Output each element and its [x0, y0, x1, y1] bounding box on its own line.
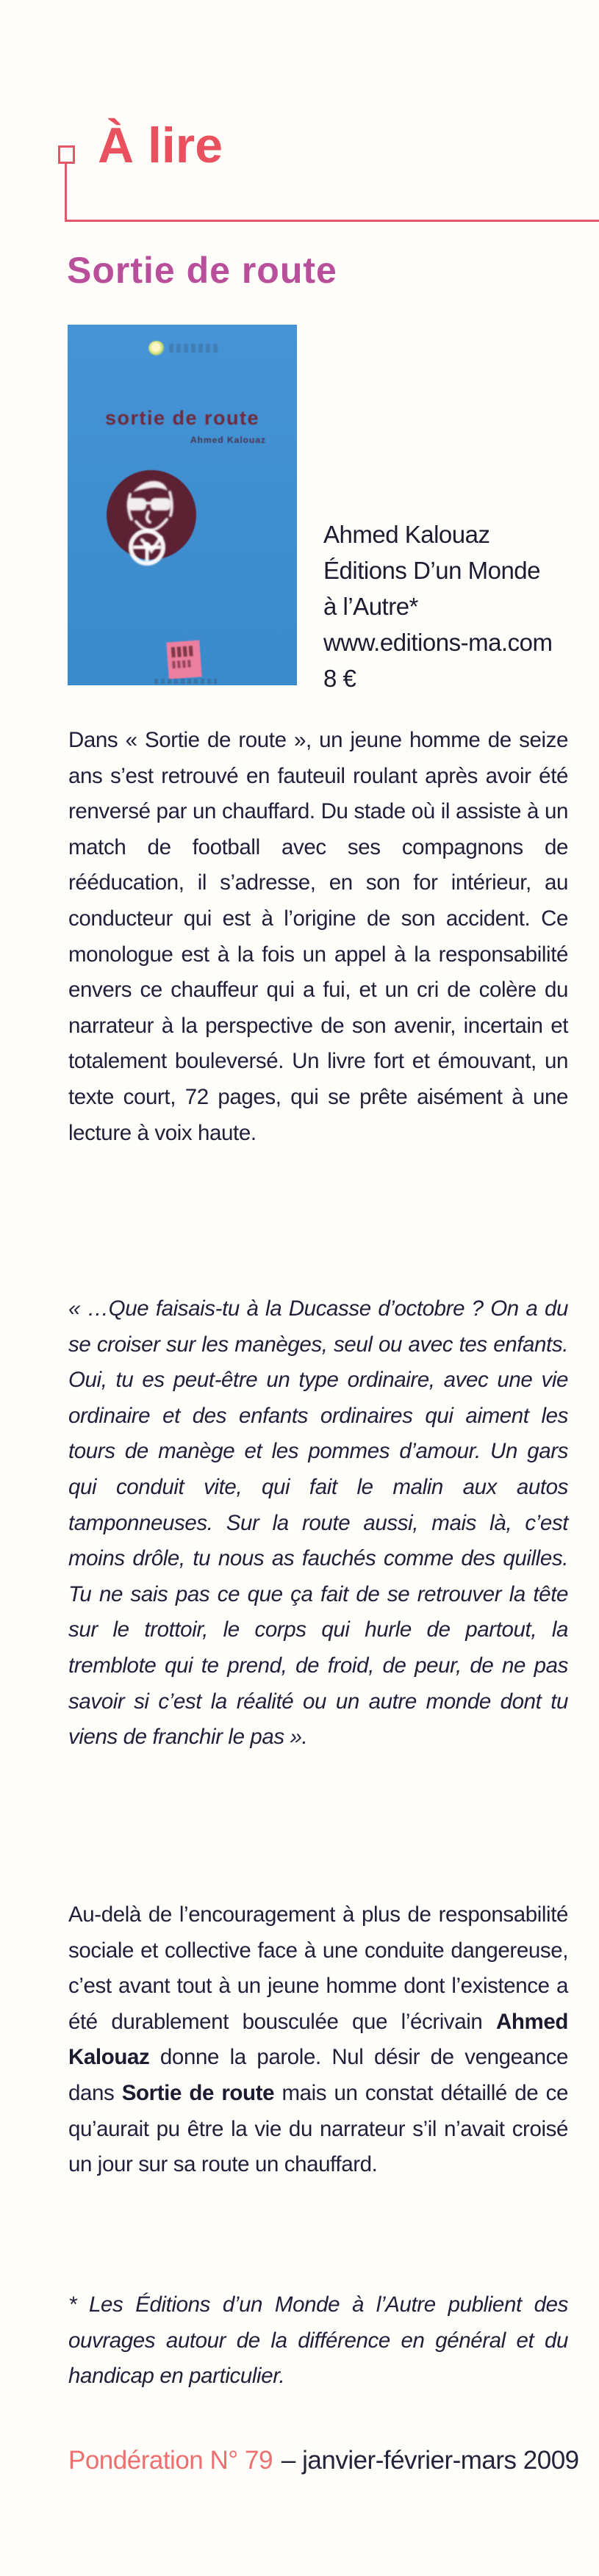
cover-author: Ahmed Kalouaz — [190, 435, 266, 445]
book-cover — [68, 325, 297, 685]
book-author: Ahmed Kalouaz — [323, 521, 490, 548]
section-rule-vertical — [65, 162, 67, 222]
section-bullet-icon — [58, 145, 75, 164]
stamp-glyphs — [172, 660, 192, 668]
book-price: 8 € — [323, 665, 356, 692]
author-name-bold: Ahmed Kalouaz — [68, 2009, 568, 2070]
cover-publisher-logo-icon — [148, 341, 165, 356]
analysis-text: donne la parole. Nul désir de vengeance dans — [68, 2045, 568, 2105]
cover-bottom-text-smudge — [154, 679, 217, 684]
stamp-glyphs — [171, 646, 194, 657]
analysis-text: mais un constat détaillé de ce qu’aurait pu être la vie du narrateur s’il n’avait croisé un jour sur sa route un chauffard. — [68, 2080, 568, 2177]
section-title: À lire — [98, 118, 223, 173]
book-title-bold: Sortie de route — [121, 2080, 275, 2105]
review-paragraph: Dans « Sortie de route », un jeune homme de seize ans s’est retrouvé en fauteuil roulant après avoir été renversé par un chauffard. Du stade où il assiste à un match de football avec ses compagnons de rééducation, il s’adresse, en son for intérieur, au conducteur qui est à l’origine de son accident. Ce monologue est à la fois un appel à la responsabilité envers ce chauffeur qui a fui, et un cri de colère du narrateur à la perspective de son avenir, incertain et totalement bouleversé. Un livre fort et émouvant, un texte court, 72 pages, qui se prête aisément à une lecture à voix haute. — [68, 728, 568, 1145]
article-title: Sortie de route — [67, 250, 337, 291]
section-rule-horizontal — [65, 220, 599, 222]
steering-wheel-icon — [127, 527, 167, 567]
cover-title: sortie de route — [104, 407, 260, 429]
book-publisher-line2: à l’Autre* — [323, 593, 418, 620]
magazine-name: Pondération N° 79 — [68, 2446, 273, 2475]
analysis-paragraph — [68, 1897, 568, 2183]
publisher-stamp — [166, 640, 201, 679]
issue-date: – janvier-février-mars 2009 — [281, 2446, 579, 2475]
quote-paragraph: « …Que faisais-tu à la Ducasse d’octobre ? On a du se croiser sur les manèges, seul ou avec tes enfants. Oui, tu es peut-être un type ordinaire, avec une vie ordinaire et des enfants ordinaires qui aiment les tours de manège et les pommes d’amour. Un gars qui conduit vite, qui fait le malin aux autos tamponneuses. Sur la route aussi, mais là, c’est moins drôle, tu nous as fauchés comme des quilles. Tu ne sais pas ce que ça fait de se retrouver la tête sur le trottoir, le corps qui hurle de partout, la tremblote qui te prend, de froid, de peur, de ne pas savoir si c’est la réalité ou un autre monde dont tu viens de franchir le pas ». — [68, 1296, 568, 1750]
cover-logo-text-smudge — [169, 344, 220, 353]
analysis-text: Au-delà de l’encouragement à plus de responsabilité sociale et collective face à une conduite dangereuse, c’est avant tout à un jeune homme dont l’existence a été durablement bousculée que l’écrivain — [68, 1902, 568, 2034]
page-footer — [68, 2446, 579, 2475]
book-website: www.editions-ma.com — [323, 629, 553, 656]
book-publisher-line1: Éditions D’un Monde — [323, 557, 541, 584]
book-info — [323, 516, 552, 696]
footnote-paragraph: * Les Éditions d’un Monde à l’Autre publient des ouvrages autour de la différence en général et du handicap en particulier. — [68, 2292, 568, 2389]
